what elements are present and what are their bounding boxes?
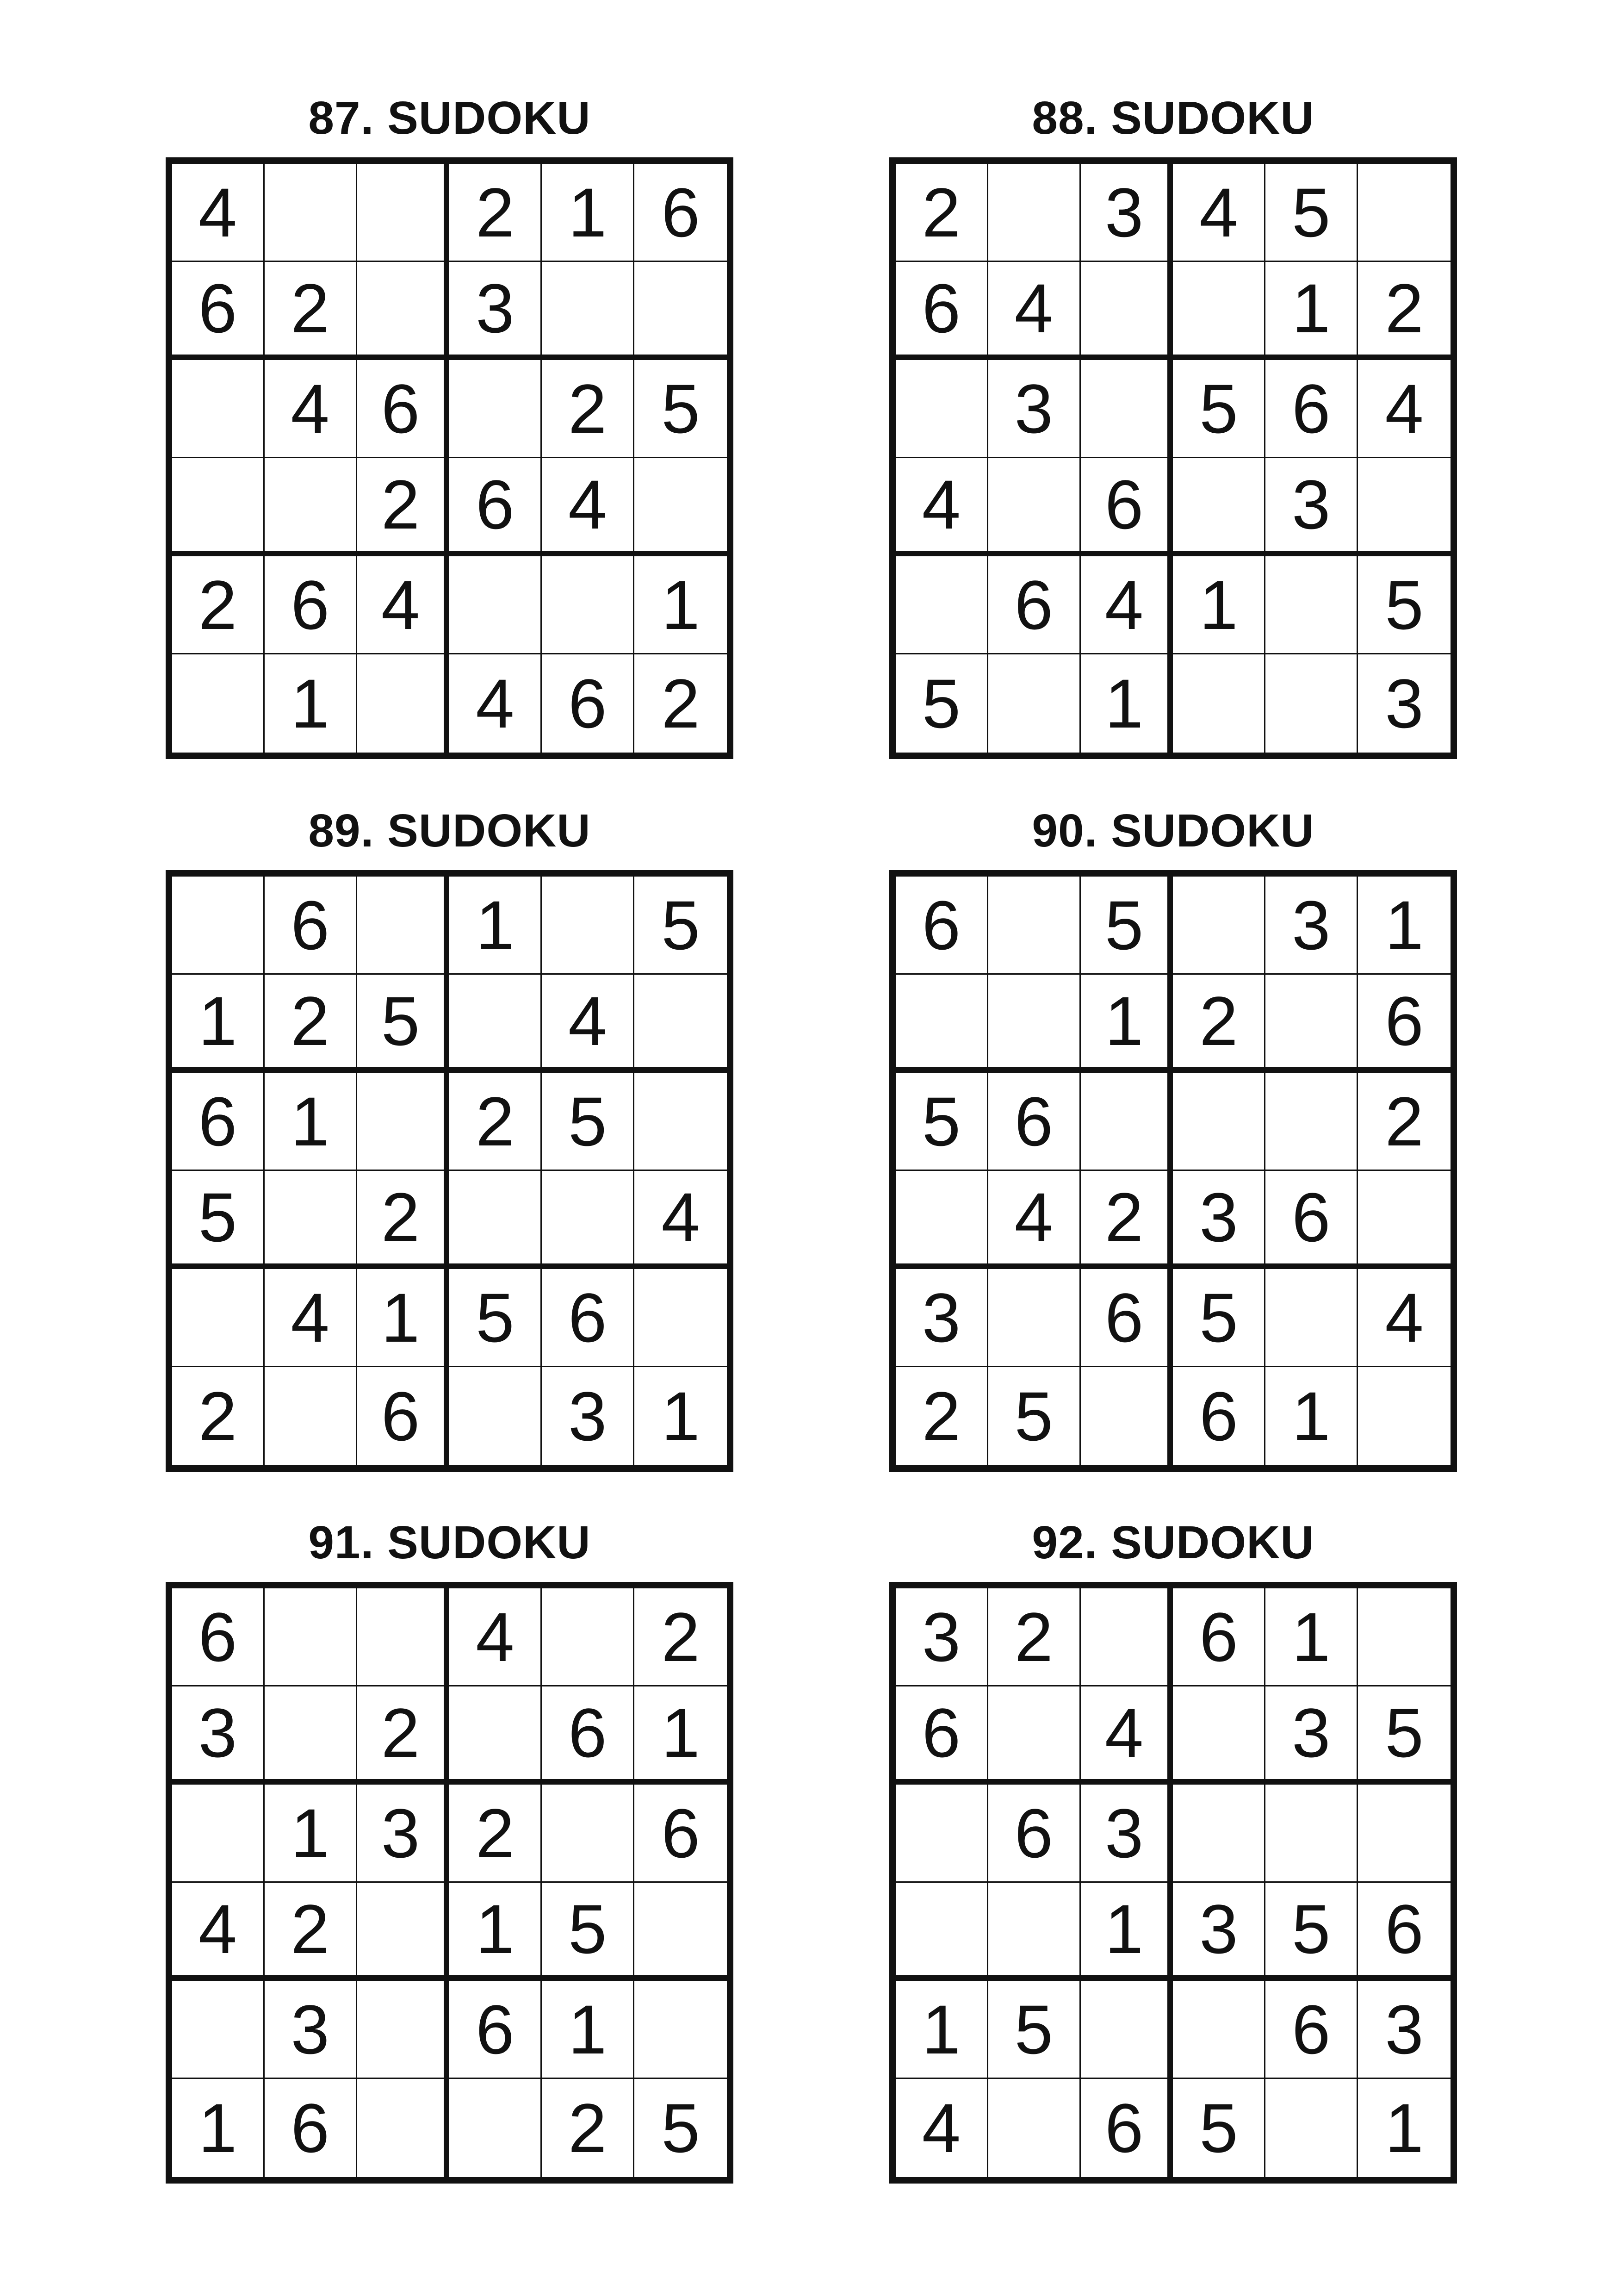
sudoku-cell[interactable]: 2: [172, 1367, 265, 1465]
sudoku-cell[interactable]: 4: [896, 2079, 988, 2177]
sudoku-cell[interactable]: 4: [1081, 1686, 1173, 1785]
sudoku-cell[interactable]: [1265, 1073, 1358, 1171]
sudoku-cell[interactable]: 1: [634, 556, 727, 654]
sudoku-cell[interactable]: 5: [661, 2089, 700, 2167]
puzzle-title: 90. SUDOKU: [1032, 805, 1314, 857]
sudoku-cell[interactable]: [634, 1269, 727, 1367]
sudoku-cell[interactable]: [449, 1686, 542, 1785]
sudoku-cell[interactable]: [357, 262, 450, 360]
sudoku-cell[interactable]: [265, 1686, 357, 1785]
sudoku-cell[interactable]: [172, 1269, 265, 1367]
sudoku-cell[interactable]: 3: [1265, 877, 1358, 975]
sudoku-cell[interactable]: 3: [896, 1269, 988, 1367]
sudoku-cell[interactable]: 2: [542, 360, 634, 458]
sudoku-cell[interactable]: [1265, 975, 1358, 1073]
sudoku-cell[interactable]: [634, 262, 727, 360]
sudoku-cell[interactable]: [1265, 556, 1358, 654]
sudoku-cell[interactable]: 6: [357, 360, 450, 458]
sudoku-cell[interactable]: [1081, 1073, 1173, 1171]
sudoku-cell[interactable]: [172, 654, 265, 753]
sudoku-grid: [889, 870, 1457, 1472]
sudoku-cell[interactable]: 3: [542, 1367, 634, 1465]
sudoku-cell[interactable]: 6: [988, 556, 1081, 654]
sudoku-cell[interactable]: 5: [542, 1073, 634, 1171]
sudoku-cell[interactable]: [988, 654, 1081, 753]
sudoku-cell[interactable]: [542, 1785, 634, 1883]
sudoku-cell[interactable]: 4: [1358, 360, 1451, 458]
sudoku-cell[interactable]: 1: [1385, 2089, 1424, 2167]
sudoku-cell[interactable]: [1358, 1171, 1451, 1269]
sudoku-cell[interactable]: [988, 1883, 1081, 1981]
sudoku-cell[interactable]: 4: [988, 262, 1081, 360]
sudoku-cell[interactable]: [1265, 1269, 1358, 1367]
sudoku-cell[interactable]: [357, 877, 450, 975]
sudoku-cell[interactable]: 6: [1081, 458, 1173, 556]
sudoku-cell[interactable]: [988, 1269, 1081, 1367]
sudoku-cell[interactable]: 6: [1173, 1367, 1265, 1465]
sudoku-cell[interactable]: 6: [1265, 360, 1358, 458]
sudoku-cell[interactable]: 3: [1173, 1883, 1265, 1981]
sudoku-cell[interactable]: 1: [449, 1883, 542, 1981]
sudoku-cell[interactable]: 3: [896, 1588, 988, 1686]
sudoku-cell[interactable]: 1: [1265, 1588, 1358, 1686]
sudoku-cell[interactable]: 3: [449, 262, 542, 360]
sudoku-cell[interactable]: [1265, 2079, 1358, 2177]
sudoku-cell[interactable]: 3: [1081, 1785, 1173, 1883]
sudoku-cell[interactable]: [449, 1171, 542, 1269]
sudoku-cell[interactable]: [988, 164, 1081, 262]
sudoku-cell[interactable]: 3: [265, 1981, 357, 2079]
sudoku-cell[interactable]: 1: [1081, 654, 1173, 753]
sudoku-cell[interactable]: 4: [265, 360, 357, 458]
sudoku-cell[interactable]: 6: [988, 1785, 1081, 1883]
sudoku-cell[interactable]: [1358, 1588, 1451, 1686]
sudoku-cell[interactable]: 2: [357, 458, 450, 556]
sudoku-cell[interactable]: 6: [265, 556, 357, 654]
sudoku-cell[interactable]: 1: [1081, 1883, 1173, 1981]
sudoku-cell[interactable]: 6: [1358, 975, 1451, 1073]
sudoku-cell[interactable]: [988, 877, 1081, 975]
sudoku-cell[interactable]: [634, 1073, 727, 1171]
sudoku-cell[interactable]: [1173, 262, 1265, 360]
sudoku-cell[interactable]: 6: [1081, 1269, 1173, 1367]
sudoku-cell[interactable]: 2: [265, 262, 357, 360]
sudoku-cell[interactable]: 3: [172, 1686, 265, 1785]
sudoku-cell[interactable]: 4: [449, 1588, 542, 1686]
sudoku-cell[interactable]: [357, 1981, 450, 2079]
sudoku-cell[interactable]: [896, 1785, 988, 1883]
sudoku-cell[interactable]: 1: [1173, 556, 1265, 654]
sudoku-cell[interactable]: [988, 1686, 1081, 1785]
puzzle-title: 87. SUDOKU: [308, 92, 591, 144]
sudoku-cell[interactable]: [449, 556, 542, 654]
sudoku-grid: [889, 1582, 1457, 2184]
sudoku-cell[interactable]: [988, 2079, 1081, 2177]
sudoku-cell[interactable]: 4: [634, 1171, 727, 1269]
sudoku-cell[interactable]: [357, 1883, 450, 1981]
sudoku-cell[interactable]: 5: [1265, 1883, 1358, 1981]
sudoku-cell[interactable]: 5: [1173, 2079, 1265, 2177]
sudoku-cell[interactable]: [542, 556, 634, 654]
puzzle-title: 92. SUDOKU: [1032, 1517, 1314, 1568]
sudoku-cell[interactable]: 6: [988, 1073, 1081, 1171]
sudoku-cell[interactable]: 6: [449, 458, 542, 556]
sudoku-cell[interactable]: 2: [357, 1686, 450, 1785]
sudoku-cell[interactable]: [1358, 458, 1451, 556]
sudoku-cell[interactable]: 1: [661, 1377, 700, 1455]
sudoku-cell[interactable]: 5: [1358, 556, 1451, 654]
sudoku-cell[interactable]: [634, 1981, 727, 2079]
sudoku-cell[interactable]: [265, 1367, 357, 1465]
sudoku-cell[interactable]: 5: [1265, 164, 1358, 262]
sudoku-cell[interactable]: 6: [896, 877, 988, 975]
sudoku-cell[interactable]: 2: [896, 1367, 988, 1465]
sudoku-cell[interactable]: 5: [1358, 1686, 1451, 1785]
sudoku-cell[interactable]: 6: [449, 1981, 542, 2079]
sudoku-cell[interactable]: [172, 877, 265, 975]
sudoku-cell[interactable]: 1: [172, 2079, 265, 2177]
sudoku-cell[interactable]: [896, 556, 988, 654]
sudoku-cell[interactable]: [1081, 1981, 1173, 2079]
sudoku-cell[interactable]: [449, 1367, 542, 1465]
sudoku-cell[interactable]: 4: [449, 654, 542, 753]
sudoku-cell[interactable]: 2: [172, 556, 265, 654]
sudoku-cell[interactable]: 5: [634, 877, 727, 975]
sudoku-cell[interactable]: [1173, 1686, 1265, 1785]
sudoku-cell[interactable]: [1358, 1785, 1451, 1883]
sudoku-cell[interactable]: [1081, 360, 1173, 458]
sudoku-cell[interactable]: 4: [1173, 164, 1265, 262]
sudoku-cell[interactable]: 1: [542, 1981, 634, 2079]
sudoku-cell[interactable]: 5: [449, 1269, 542, 1367]
sudoku-cell[interactable]: 6: [172, 262, 265, 360]
sudoku-cell[interactable]: 1: [1265, 262, 1358, 360]
sudoku-cell[interactable]: 6: [1265, 1981, 1358, 2079]
sudoku-cell[interactable]: [896, 1171, 988, 1269]
sudoku-cell[interactable]: [449, 2079, 542, 2177]
sudoku-cell[interactable]: [542, 1171, 634, 1269]
sudoku-cell[interactable]: 6: [542, 1269, 634, 1367]
sudoku-cell[interactable]: 1: [896, 1981, 988, 2079]
sudoku-cell[interactable]: 5: [634, 360, 727, 458]
sudoku-cell[interactable]: [1173, 1785, 1265, 1883]
sudoku-cell[interactable]: 4: [265, 1269, 357, 1367]
sudoku-cell[interactable]: 5: [357, 975, 450, 1073]
sudoku-cell[interactable]: 2: [265, 975, 357, 1073]
sudoku-cell[interactable]: [265, 458, 357, 556]
sudoku-cell[interactable]: 5: [988, 1367, 1081, 1465]
sudoku-cell[interactable]: [265, 1588, 357, 1686]
sudoku-cell[interactable]: [896, 360, 988, 458]
sudoku-cell[interactable]: [988, 458, 1081, 556]
sudoku-cell[interactable]: 2: [988, 1588, 1081, 1686]
sudoku-cell[interactable]: 4: [542, 975, 634, 1073]
sudoku-cell[interactable]: 4: [357, 556, 450, 654]
sudoku-cell[interactable]: 2: [449, 1073, 542, 1171]
sudoku-cell[interactable]: 5: [988, 1981, 1081, 2079]
sudoku-cell[interactable]: [172, 458, 265, 556]
sudoku-cell[interactable]: [1173, 1073, 1265, 1171]
sudoku-cell[interactable]: 4: [896, 458, 988, 556]
sudoku-cell[interactable]: 3: [1173, 1171, 1265, 1269]
sudoku-cell[interactable]: 3: [988, 360, 1081, 458]
sudoku-cell[interactable]: [357, 1073, 450, 1171]
sudoku-cell[interactable]: [896, 1883, 988, 1981]
sudoku-cell[interactable]: 1: [634, 1686, 727, 1785]
sudoku-cell[interactable]: [1173, 877, 1265, 975]
sudoku-cell[interactable]: 2: [265, 1883, 357, 1981]
sudoku-cell[interactable]: 4: [172, 164, 265, 262]
sudoku-cell[interactable]: 5: [1081, 877, 1173, 975]
sudoku-grid: [889, 157, 1457, 759]
sudoku-cell[interactable]: 4: [1358, 1269, 1451, 1367]
sudoku-cell[interactable]: 6: [542, 1686, 634, 1785]
sudoku-cell[interactable]: 3: [1265, 458, 1358, 556]
sudoku-cell[interactable]: [542, 1588, 634, 1686]
sudoku-cell[interactable]: [449, 360, 542, 458]
puzzle-title: 89. SUDOKU: [308, 805, 591, 857]
sudoku-cell[interactable]: [1173, 1981, 1265, 2079]
sudoku-cell[interactable]: 1: [265, 1785, 357, 1883]
sudoku-cell[interactable]: 2: [661, 665, 700, 742]
sudoku-cell[interactable]: 6: [542, 654, 634, 753]
sudoku-cell[interactable]: [265, 1171, 357, 1269]
sudoku-cell[interactable]: [896, 975, 988, 1073]
sudoku-cell[interactable]: 2: [1358, 262, 1451, 360]
sudoku-cell[interactable]: 1: [265, 654, 357, 753]
sudoku-cell[interactable]: 2: [357, 1171, 450, 1269]
sudoku-cell[interactable]: 6: [172, 1588, 265, 1686]
sudoku-cell[interactable]: 4: [1081, 556, 1173, 654]
sudoku-cell[interactable]: 5: [172, 1171, 265, 1269]
sudoku-cell[interactable]: [449, 975, 542, 1073]
sudoku-cell[interactable]: [634, 1883, 727, 1981]
sudoku-cell[interactable]: 2: [1173, 975, 1265, 1073]
sudoku-grid: [166, 870, 733, 1472]
sudoku-cell[interactable]: [265, 164, 357, 262]
sudoku-cell[interactable]: 3: [1081, 164, 1173, 262]
sudoku-cell[interactable]: 6: [265, 2079, 357, 2177]
sudoku-cell[interactable]: 6: [172, 1073, 265, 1171]
sudoku-cell[interactable]: 5: [896, 1073, 988, 1171]
sudoku-cell[interactable]: [542, 262, 634, 360]
sudoku-cell[interactable]: [172, 360, 265, 458]
sudoku-cell[interactable]: 6: [1265, 1171, 1358, 1269]
sudoku-cell[interactable]: 6: [634, 1785, 727, 1883]
sudoku-cell[interactable]: [988, 975, 1081, 1073]
sudoku-cell[interactable]: 6: [1358, 1883, 1451, 1981]
sudoku-cell[interactable]: [1358, 164, 1451, 262]
sudoku-cell[interactable]: [1358, 1367, 1451, 1465]
sudoku-cell[interactable]: 3: [357, 1785, 450, 1883]
sudoku-cell[interactable]: 1: [172, 975, 265, 1073]
sudoku-cell[interactable]: 2: [449, 1785, 542, 1883]
sudoku-cell[interactable]: 5: [896, 654, 988, 753]
sudoku-cell[interactable]: 4: [988, 1171, 1081, 1269]
sudoku-cell[interactable]: [542, 877, 634, 975]
sudoku-cell[interactable]: [1081, 1367, 1173, 1465]
sudoku-cell[interactable]: 6: [896, 1686, 988, 1785]
sudoku-cell[interactable]: 1: [1358, 877, 1451, 975]
sudoku-cell[interactable]: [357, 164, 450, 262]
sudoku-cell[interactable]: 5: [1173, 1269, 1265, 1367]
sudoku-cell[interactable]: 3: [1358, 1981, 1451, 2079]
sudoku-cell[interactable]: [1081, 262, 1173, 360]
sudoku-cell[interactable]: [1173, 458, 1265, 556]
sudoku-cell[interactable]: 1: [542, 164, 634, 262]
sudoku-cell[interactable]: 6: [896, 262, 988, 360]
sudoku-cell[interactable]: 3: [1385, 665, 1424, 742]
sudoku-cell[interactable]: [172, 1785, 265, 1883]
sudoku-cell[interactable]: 6: [265, 877, 357, 975]
sudoku-cell[interactable]: 2: [449, 164, 542, 262]
sudoku-cell[interactable]: 1: [357, 1269, 450, 1367]
sudoku-cell[interactable]: [357, 2079, 450, 2177]
sudoku-grid: [166, 157, 733, 759]
puzzle-title: 91. SUDOKU: [308, 1517, 591, 1568]
sudoku-cell[interactable]: 3: [1265, 1686, 1358, 1785]
sudoku-grid: [166, 1582, 733, 2184]
sudoku-cell[interactable]: 2: [542, 2079, 634, 2177]
sudoku-cell[interactable]: [1173, 654, 1265, 753]
sudoku-cell[interactable]: 6: [1081, 2079, 1173, 2177]
sudoku-cell[interactable]: 1: [265, 1073, 357, 1171]
sudoku-cell[interactable]: [1265, 654, 1358, 753]
sudoku-cell[interactable]: 2: [1358, 1073, 1451, 1171]
sudoku-cell[interactable]: 4: [542, 458, 634, 556]
sudoku-cell[interactable]: [357, 654, 450, 753]
sudoku-cell[interactable]: 5: [1173, 360, 1265, 458]
sudoku-cell[interactable]: [1265, 1785, 1358, 1883]
sudoku-cell[interactable]: 2: [634, 1588, 727, 1686]
sudoku-cell[interactable]: [357, 1588, 450, 1686]
sudoku-cell[interactable]: 2: [1081, 1171, 1173, 1269]
sudoku-cell[interactable]: [172, 1981, 265, 2079]
sudoku-cell[interactable]: 6: [1173, 1588, 1265, 1686]
sudoku-cell[interactable]: 6: [357, 1367, 450, 1465]
sudoku-cell[interactable]: [634, 458, 727, 556]
sudoku-cell[interactable]: 1: [1265, 1367, 1358, 1465]
puzzle-title: 88. SUDOKU: [1032, 92, 1314, 144]
sudoku-cell[interactable]: 1: [1081, 975, 1173, 1073]
sudoku-cell[interactable]: 6: [634, 164, 727, 262]
sudoku-cell[interactable]: 5: [542, 1883, 634, 1981]
sudoku-cell[interactable]: [634, 975, 727, 1073]
sudoku-cell[interactable]: 4: [172, 1883, 265, 1981]
sudoku-cell[interactable]: [1081, 1588, 1173, 1686]
sudoku-cell[interactable]: 1: [449, 877, 542, 975]
sudoku-cell[interactable]: 2: [896, 164, 988, 262]
